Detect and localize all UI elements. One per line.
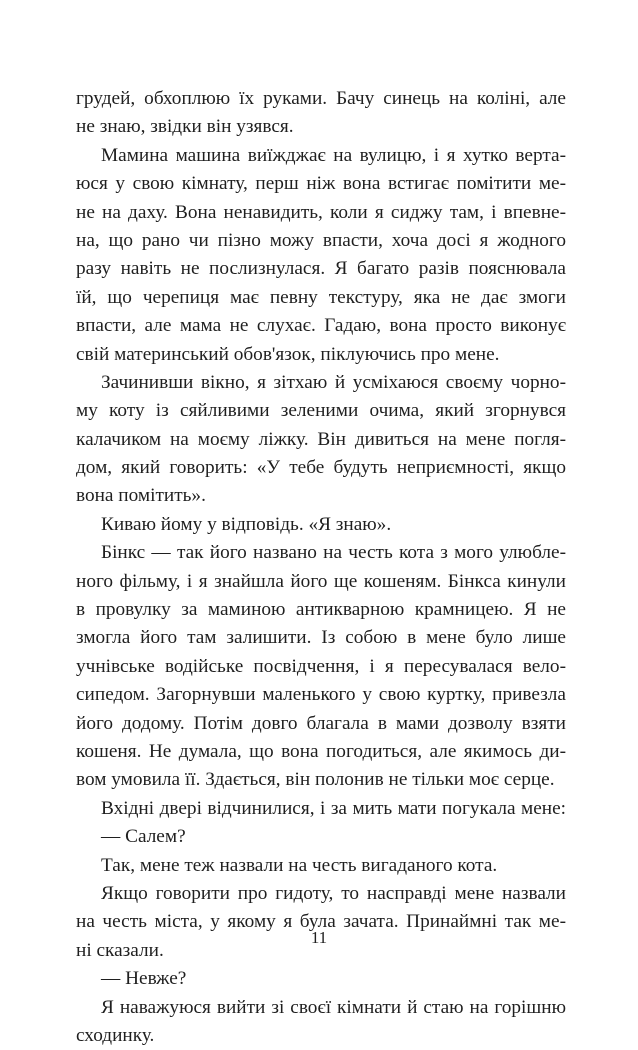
text-line: грудей, обхоплюю їх руками. Бачу синець на коліні, але <box>76 88 566 109</box>
text-line: дом, який говорить: «У тебе будуть неприємності, якщо <box>76 457 566 479</box>
text-line: в провулку за маминою антикварною крамницею. Я не <box>76 599 566 621</box>
body-text <box>76 85 566 1050</box>
text-line: — Невже? <box>101 968 187 990</box>
text-line: не на даху. Вона ненавидить, коли я сиджу там, і впевне- <box>76 201 566 223</box>
text-line: учнівське водійське посвідчення, і я пересувалася вело- <box>76 655 566 677</box>
text-line: Я наважуюся вийти зі своєї кімнати й стаю на горішню <box>101 996 566 1018</box>
text-line: Бінкс — так його названо на честь кота з мого улюбле- <box>101 542 566 564</box>
text-line: сипедом. Загорнувши маленького у свою куртку, привезла <box>76 684 566 706</box>
text-line: не знаю, звідки він узявся. <box>76 116 294 138</box>
text-line: впасти, але мама не слухає. Гадаю, вона просто виконує <box>76 315 566 337</box>
text-line: свій материнський обов'язок, піклуючись про мене. <box>76 343 500 365</box>
text-line: ні сказали. <box>76 939 164 961</box>
text-line: разу навіть не послизнулася. Я багато разів пояснювала <box>76 258 566 280</box>
text-line: Якщо говорити про гидоту, то насправді мене назвали <box>101 882 566 904</box>
text-line: сходинку. <box>76 1024 155 1046</box>
text-line: на, що рано чи пізно можу впасти, хоча досі я жодного <box>76 229 566 251</box>
text-line: му коту із сяйливими зеленими очима, який згорнувся <box>76 400 566 422</box>
text-line: Киваю йому у відповідь. «Я знаю». <box>101 513 392 535</box>
text-line: змогла його там залишити. Із собою в мене було лише <box>76 627 566 649</box>
text-line: ного фільму, і я знайшла його ще кошеням. Бінкса кинули <box>76 570 566 592</box>
text-line: Вхідні двері відчинилися, і за мить мати погукала мене: <box>101 797 566 819</box>
text-line: юся у свою кімнату, перш ніж вона встигає помітити ме- <box>76 173 566 195</box>
text-line: їй, що черепиця має певну текстуру, яка не дає змоги <box>76 286 566 308</box>
text-line: вом умовила її. Здається, він полонив не тільки моє серце. <box>76 769 555 791</box>
text-line: на честь міста, у якому я була зачата. Принаймні так ме- <box>76 911 566 933</box>
text-line: — Салем? <box>101 826 186 848</box>
text-line: Зачинивши вікно, я зітхаю й усміхаюся своєму чорно- <box>101 371 566 393</box>
text-line: його додому. Потім довго благала в мами дозволу взяти <box>76 712 566 734</box>
text-line: вона помітить». <box>76 485 206 507</box>
text-line: Так, мене теж назвали на честь вигаданого кота. <box>101 854 498 876</box>
text-line: кошеня. Не думала, що вона погодиться, але якимось ди- <box>76 740 566 762</box>
text-line: Мамина машина виїжджає на вулицю, і я хутко верта- <box>101 144 566 166</box>
text-line: калачиком на моєму ліжку. Він дивиться на мене погля- <box>76 428 566 450</box>
page-number: 11 <box>310 928 328 947</box>
